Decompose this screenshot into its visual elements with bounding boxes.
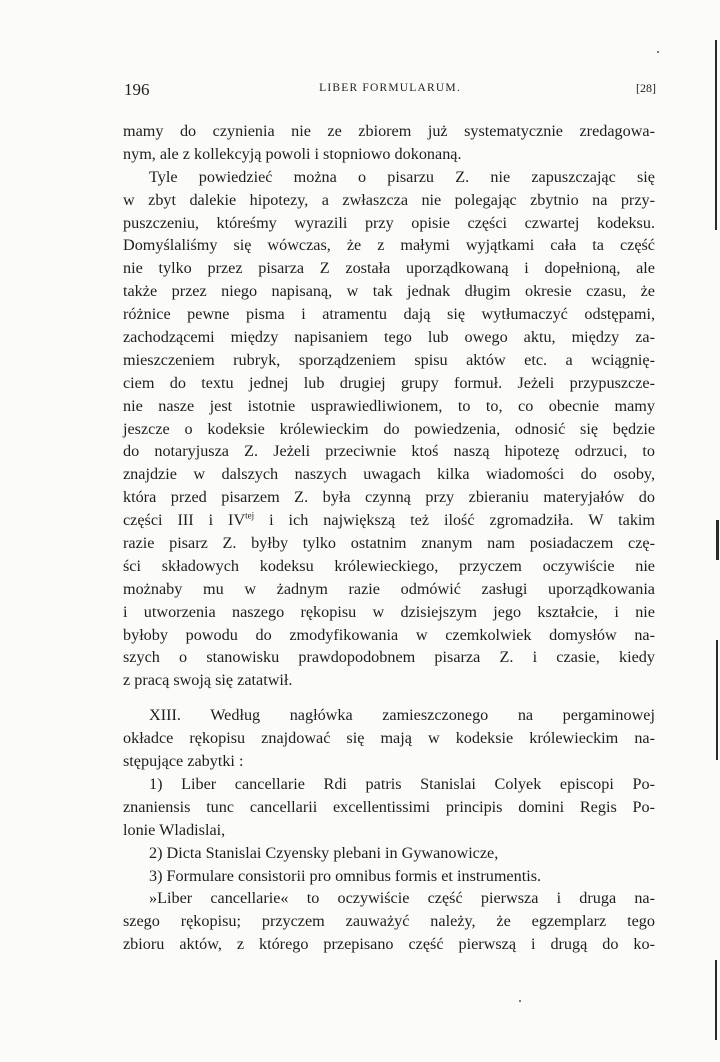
text-line: jeszcze o kodeksie królewieckim do powiedzenia, odnosić się będzie bbox=[123, 419, 655, 438]
scan-edge-mark bbox=[716, 520, 719, 560]
page-header bbox=[124, 80, 656, 102]
text-line: różnice pewne pisma i atramentu dają się wytłumaczyć odstępami, bbox=[123, 305, 655, 324]
text-line: stępujące zabytki : bbox=[123, 752, 244, 771]
list-item-line: 2) Dicta Stanislai Czyensky plebani in Gywanowicze, bbox=[149, 843, 499, 862]
text-line: do notaryjusza Z. Jeżeli przeciwnie ktoś naszą hipotezę odrzuci, to bbox=[123, 442, 655, 461]
text-line: mieszczeniem rubryk, sporządzeniem spisu aktów etc. a wciągnię- bbox=[123, 350, 655, 369]
text-line: razie pisarz Z. byłby tylko ostatnim znanym nam posiadaczem czę- bbox=[123, 534, 655, 553]
text-line: ści składowych kodeksu królewieckiego, przyczem oczywiście nie bbox=[123, 556, 655, 575]
text-line: i utworzenia naszego rękopisu w dzisiejszym jego kształcie, i nie bbox=[123, 602, 655, 621]
scan-speck bbox=[519, 1000, 521, 1002]
text-line: szego rękopisu; przyczem zauważyć należy, że egzemplarz tego bbox=[123, 912, 655, 931]
text-line: nie nasze jest istotnie usprawiedliwionem, to to, co obecnie mamy bbox=[123, 396, 655, 415]
text-line: także przez niego napisaną, w tak jednak długim okresie czasu, że bbox=[123, 282, 655, 301]
text-line: nie tylko przez pisarza Z została uporządkowaną i dopełnioną, ale bbox=[123, 259, 655, 278]
list-item-line: 3) Formulare consistorii pro omnibus formis et instrumentis. bbox=[149, 866, 542, 885]
text-line: możnaby mu w żadnym razie odmówić zasługi uporządkowania bbox=[123, 579, 655, 598]
list-item-line: lonie Wladislai, bbox=[123, 820, 226, 839]
text-line: z pracą swoją się zatatwił. bbox=[123, 671, 293, 690]
scan-speck bbox=[657, 51, 659, 53]
text-line: zbioru aktów, z którego przepisano część pierwszą i drugą do ko- bbox=[123, 935, 655, 954]
text-line: nym, ale z kollekcyją powoli i stopniowo dokonaną. bbox=[123, 144, 462, 163]
body-text bbox=[123, 120, 655, 956]
superscript: tej bbox=[245, 510, 255, 521]
list-item-line: znaniensis tunc cancellarii excellentissimi principis domini Regis Po- bbox=[123, 797, 655, 816]
paragraph-gap bbox=[123, 692, 655, 704]
text-line: »Liber cancellarie« to oczywiście część pierwsza i druga na- bbox=[149, 889, 655, 908]
text-line: XIII. Według nagłówka zamieszczonego na pergaminowej bbox=[149, 706, 655, 725]
text-line: puszczeniu, któreśmy wyrazili przy opisie części czwartej kodeksu. bbox=[123, 213, 655, 232]
list-item-line: 1) Liber cancellarie Rdi patris Stanislai Colyek episcopi Po- bbox=[149, 774, 655, 793]
text-line: byłoby powodu do zmodyfikowania w czemkolwiek domysłów na- bbox=[123, 625, 655, 644]
folio-marker: [28] bbox=[636, 81, 656, 95]
scan-edge-mark bbox=[715, 960, 717, 1040]
text-segment: i ich największą też ilość zgromadziła. W takim bbox=[254, 511, 655, 530]
running-title: LIBER FORMULARUM. bbox=[319, 82, 461, 94]
scan-edge-mark bbox=[716, 640, 718, 760]
text-line: która przed pisarzem Z. była czynną przy zbieraniu materyjałów do bbox=[123, 488, 655, 507]
text-line: znajdzie w dalszych naszych uwagach kilka wiadomości do osoby, bbox=[123, 465, 655, 484]
text-line: w zbyt dalekie hipotezy, a zwłaszcza nie polegając zbytnio na przy- bbox=[123, 190, 655, 209]
text-line: szych o stanowisku prawdopodobnem pisarza Z. i czasie, kiedy bbox=[123, 648, 655, 667]
text-line: ciem do textu jednej lub drugiej grupy formuł. Jeżeli przypuszcze- bbox=[123, 373, 655, 392]
page-number: 196 bbox=[124, 80, 150, 99]
text-segment: części III i IV bbox=[123, 511, 246, 530]
scan-edge-mark bbox=[715, 40, 717, 230]
text-line: okładce rękopisu znajdować się mają w kodeksie królewieckim na- bbox=[123, 729, 655, 748]
text-line: zachodzącemi między napisaniem tego lub owego aktu, między za- bbox=[123, 328, 655, 347]
text-line: Domyślaliśmy się wówczas, że z małymi wyjątkami cała ta część bbox=[123, 236, 655, 255]
text-line bbox=[123, 509, 655, 532]
text-line: mamy do czynienia nie ze zbiorem już systematycznie zredagowa- bbox=[123, 122, 655, 140]
text-line: Tyle powiedzieć można o pisarzu Z. nie zapuszczając się bbox=[149, 167, 655, 186]
